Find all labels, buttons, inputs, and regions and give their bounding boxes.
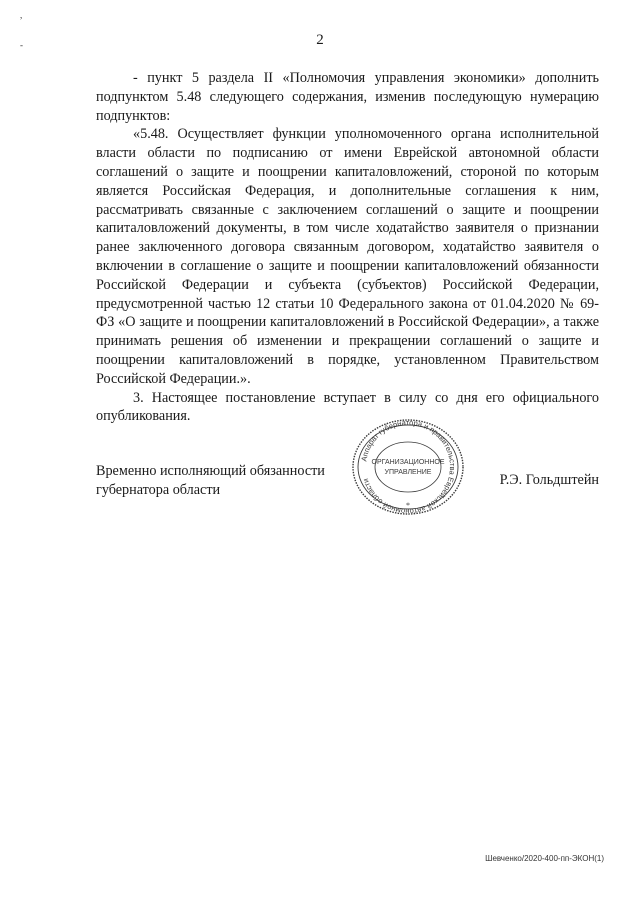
paragraph-effective-date: 3. Настоящее постановление вступает в силу со дня его официального опубликования. [96, 389, 599, 425]
signatory-title: Временно исполняющий обязанности губернатора области [96, 463, 325, 498]
document-body [96, 69, 599, 426]
scan-mark: , [20, 10, 23, 20]
official-stamp [343, 412, 473, 522]
stamp-star-icon: * [406, 501, 410, 510]
paragraph-amendment: - пункт 5 раздела II «Полномочия управления экономики» дополнить подпунктом 5.48 следующего содержания, изменив последующую нумерацию подпунктов: [96, 70, 599, 124]
paragraph-subitem-5-48: «5.48. Осуществляет функции уполномоченного органа исполнительной власти области по подписанию от имени Еврейской автономной области соглашений о защите и поощрении капиталовложений, стороной по которым является Российская Федерация, и дополнительные соглашения к ним, рассматривать связанные с заключением соглашений о защите и поощрении капиталовложений документы, в том числе ходатайство заявителя о признании ранее заключенного договора связанным договором, ходатайство заявителя о включении в соглашение о защите и поощрении капиталовложений обязанности Российской Федерации и субъекта (субъектов) Российской Федерации, предусмотренной частью 12 статьи 10 Федерального закона от 01.04.2020 № 69-ФЗ «О защите и поощрении капиталовложений в Российской Федерации», а также принимать решения об изменении и прекращении соглашений о защите и поощрении капиталовложений в порядке, установленном Правительством Российской Федерации.». [96, 126, 599, 387]
document-code: Шевченко/2020-400-пп-ЭКОН(1) [485, 854, 604, 863]
stamp-center-line1: ОРГАНИЗАЦИОННОЕ [371, 459, 445, 466]
stamp-center-line2: УПРАВЛЕНИЕ [384, 469, 432, 476]
stamp-ring-text: Аппарат губернатора и правительства Еврейской автономной области [359, 417, 458, 517]
scan-mark: - [20, 40, 23, 50]
signatory-name: Р.Э. Гольдштейн [499, 472, 599, 488]
page-number: 2 [316, 32, 324, 48]
